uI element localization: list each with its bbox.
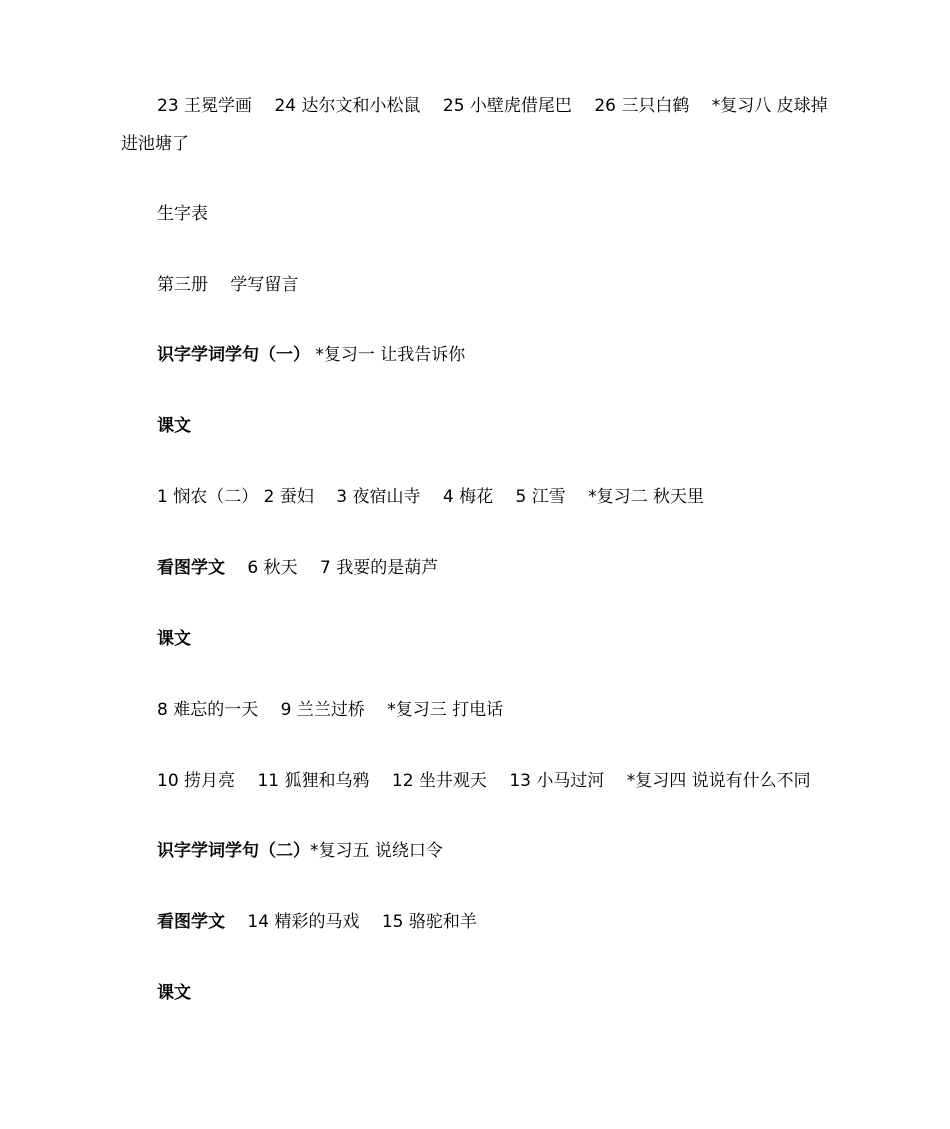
paragraph-bold: 课文 (157, 416, 191, 436)
paragraph-bold: 看图学文 (157, 558, 225, 578)
paragraph-text: 第三册 学写留言 (157, 275, 299, 295)
paragraph-text: 10 捞月亮 11 狐狸和乌鸦 12 坐井观天 13 小马过河 *复习四 说说有什么不同 (157, 771, 811, 791)
paragraph-character-table (121, 195, 833, 233)
paragraph-lesson-10-13 (121, 762, 833, 800)
paragraph-literacy-1 (121, 336, 833, 374)
paragraph-text: 14 精彩的马戏 15 骆驼和羊 (225, 912, 477, 932)
paragraph-picture-reading-1 (121, 549, 833, 587)
paragraph-text: 1 悯农（二） 2 蚕妇 3 夜宿山寺 4 梅花 5 江雪 *复习二 秋天里 (157, 487, 705, 507)
paragraph-text: 8 难忘的一天 9 兰兰过桥 *复习三 打电话 (157, 700, 504, 720)
paragraph-lesson-8-9 (121, 691, 833, 729)
paragraph-picture-reading-2 (121, 903, 833, 941)
paragraph-text-heading-1 (121, 407, 833, 445)
paragraph-text: *复习一 让我告诉你 (310, 345, 466, 365)
paragraph-literacy-2 (121, 832, 833, 870)
paragraph-volume-3 (121, 266, 833, 304)
paragraph-bold: 课文 (157, 983, 191, 1003)
paragraph-text: *复习五 说绕口令 (310, 841, 443, 861)
paragraph-bold: 识字学词学句（一） (157, 345, 310, 365)
paragraph-text-heading-3 (121, 974, 833, 1012)
paragraph-bold: 识字学词学句（二） (157, 841, 310, 861)
paragraph-lesson-1-5 (121, 478, 833, 516)
paragraph-text: 生字表 (157, 204, 208, 224)
paragraph-bold: 课文 (157, 629, 191, 649)
paragraph-text: 23 王冕学画 24 达尔文和小松鼠 25 小壁虎借尾巴 26 三只白鹤 *复习八 皮球掉进池塘了 (121, 96, 828, 154)
paragraph-lesson-23-26 (121, 87, 833, 163)
paragraph-text: 6 秋天 7 我要的是葫芦 (225, 558, 439, 578)
paragraph-text-heading-2 (121, 620, 833, 658)
paragraph-bold: 看图学文 (157, 912, 225, 932)
